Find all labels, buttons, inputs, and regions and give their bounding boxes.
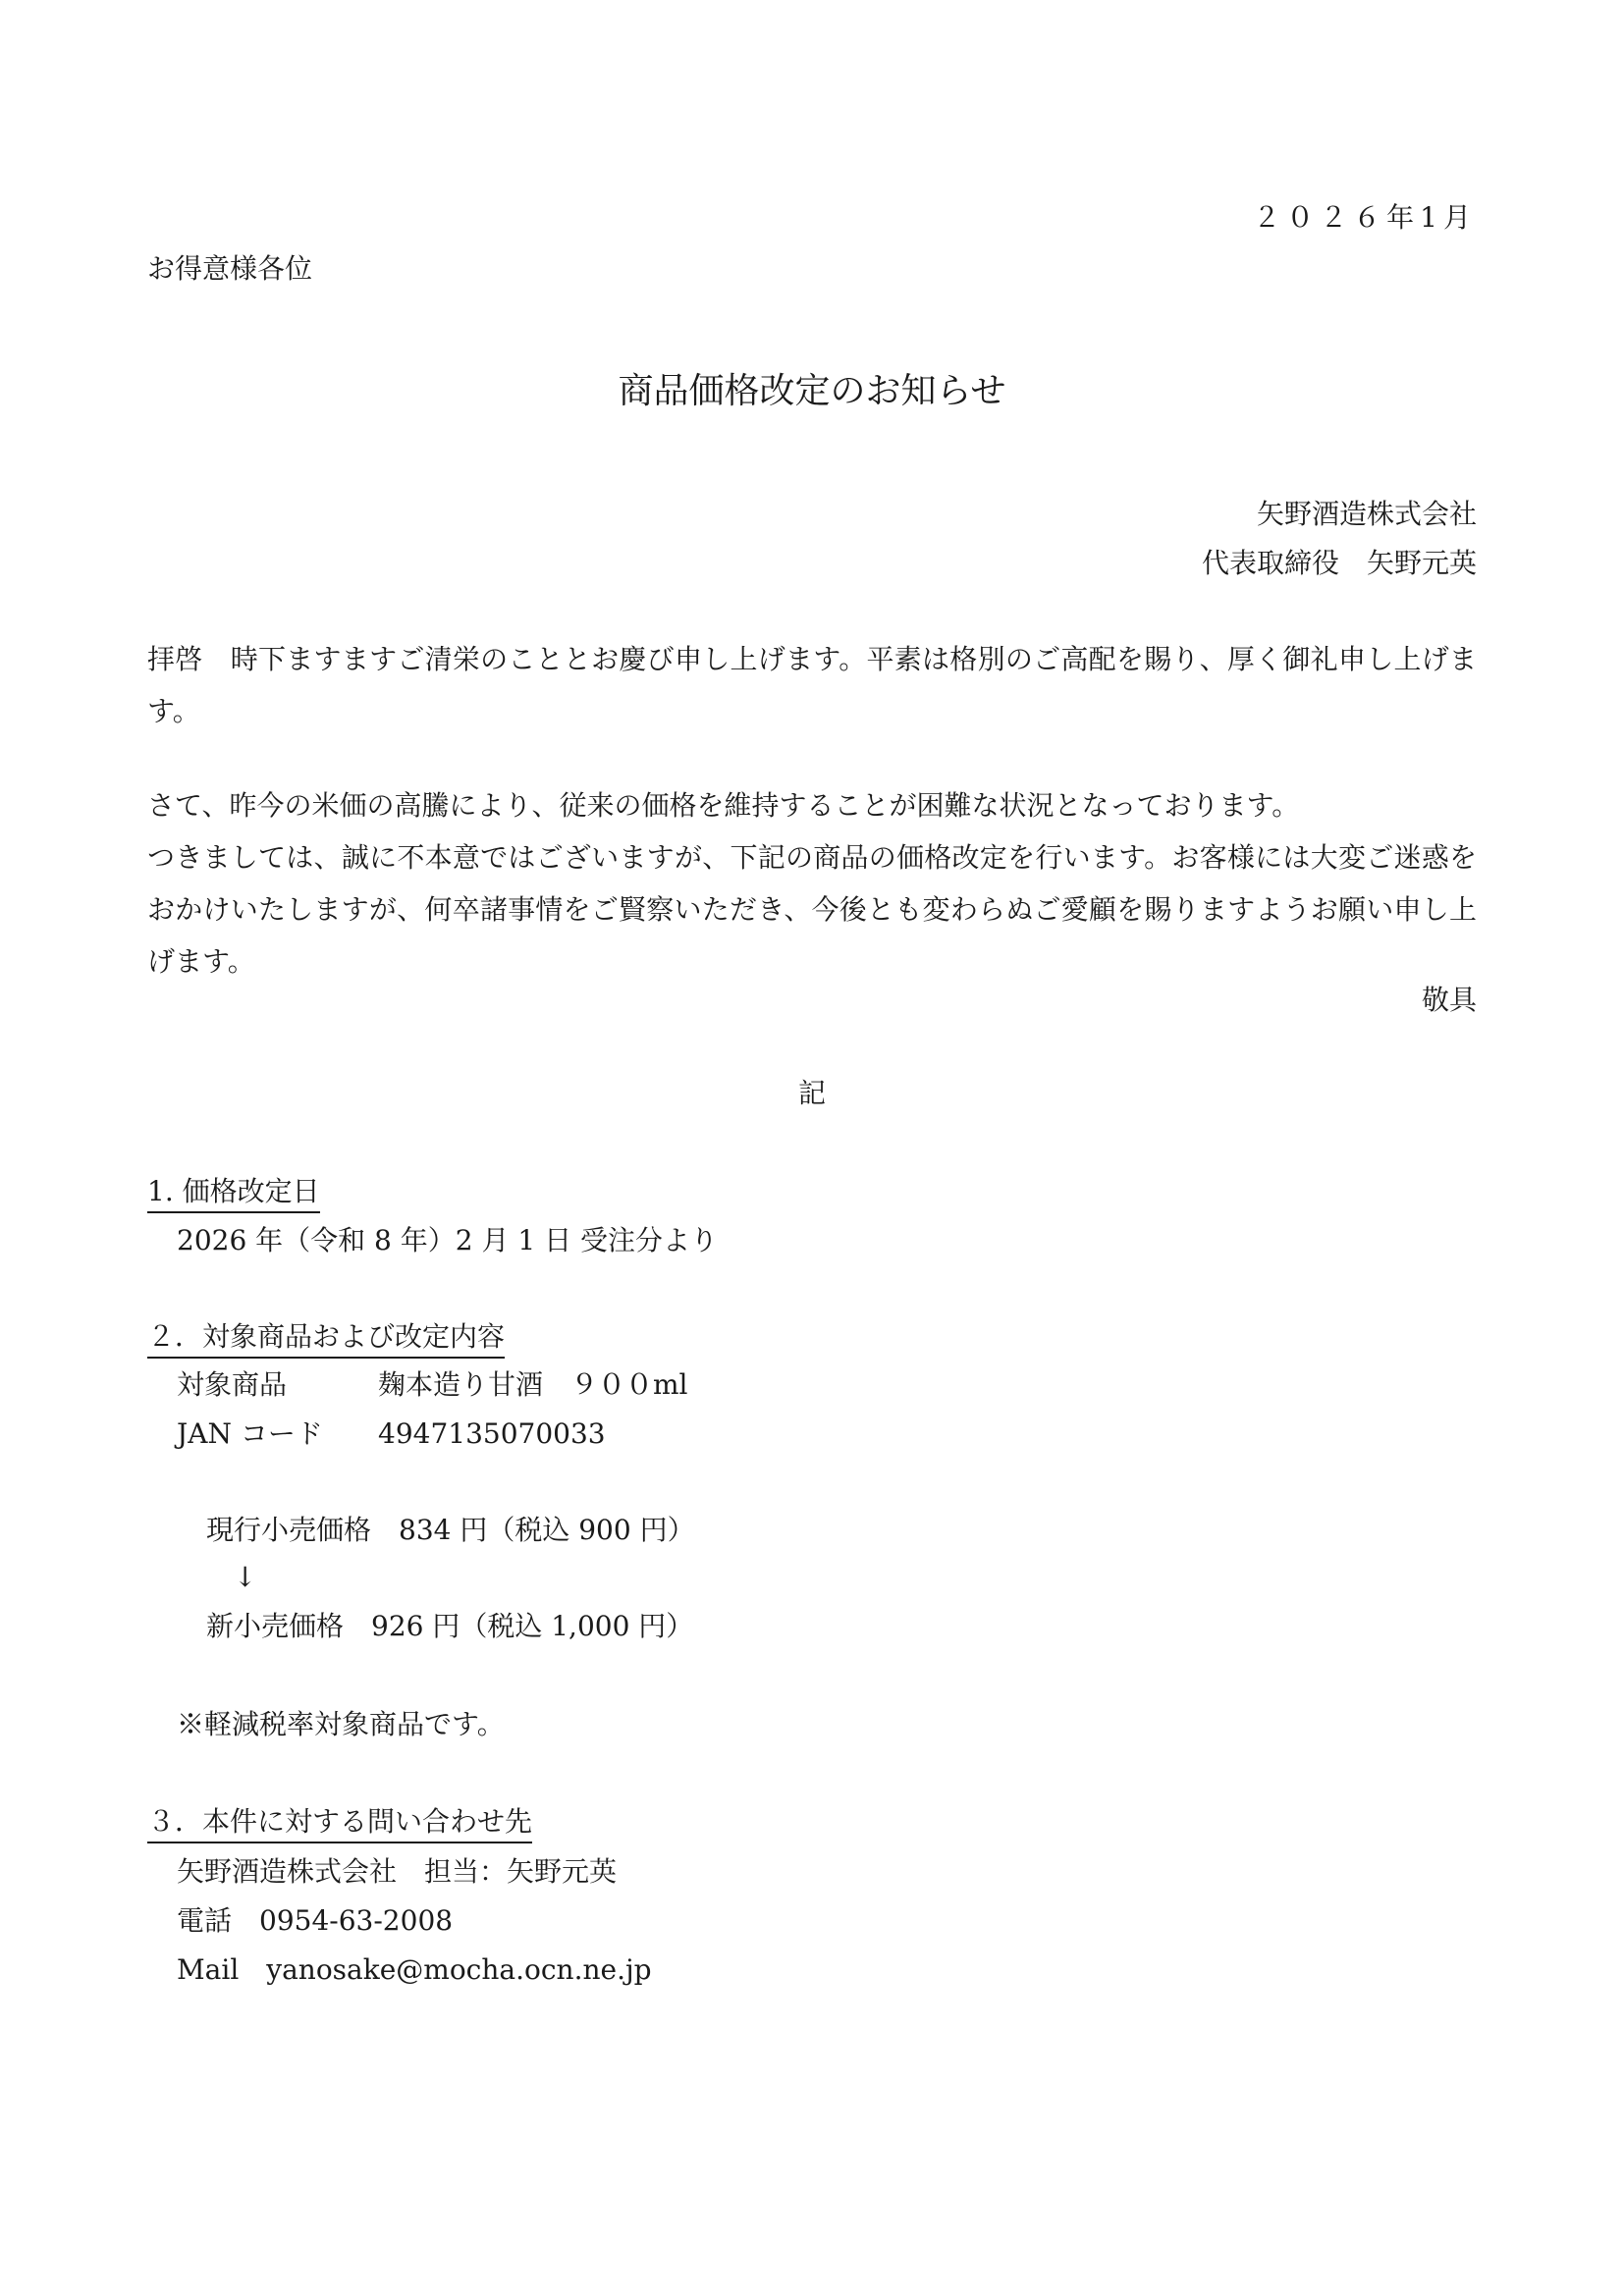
jan-label: JAN コード <box>177 1417 323 1450</box>
revision-date: 2026 年（令和 8 年）2 月 1 日 受注分より <box>177 1224 719 1256</box>
issue-date: ２０２６年1月 <box>1253 201 1477 234</box>
body-paragraph <box>147 779 1477 988</box>
section1-heading <box>147 1175 320 1207</box>
section3-heading-text: ３．本件に対する問い合わせ先 <box>147 1805 532 1843</box>
closing-keigu: 敬具 <box>1421 984 1477 1016</box>
tax-note: ※軽減税率対象商品です。 <box>177 1708 505 1740</box>
section1-heading-text: 1. 価格改定日 <box>147 1175 320 1213</box>
contact-mail: Mail yanosake@mocha.ocn.ne.jp <box>177 1953 652 1986</box>
sender-representative: 代表取締役 矢野元英 <box>1201 547 1477 579</box>
reason-text: さて、昨今の米価の高騰により、従来の価格を維持することが困難な状況となっております。 <box>147 789 1300 822</box>
down-arrow-icon: ↓ <box>234 1561 257 1593</box>
section2-heading <box>147 1320 506 1353</box>
sender-company: 矢野酒造株式会社 <box>1256 498 1477 530</box>
ki-heading: 記 <box>797 1077 826 1109</box>
contact-company: 矢野酒造株式会社 担当：矢野元英 <box>177 1855 618 1888</box>
recipient: お得意様各位 <box>147 252 313 285</box>
product-value: 麹本造り甘酒 ９００ml <box>378 1368 688 1401</box>
jan-value: 4947135070033 <box>378 1417 606 1450</box>
new-price: 新小売価格 926 円（税込 1,000 円） <box>206 1610 694 1642</box>
greeting-paragraph: 拝啓 時下ますますご清栄のこととお慶び申し上げます。平素は格別のご高配を賜り、厚く御礼申し上げます。 <box>147 643 1477 727</box>
document-title: 商品価格改定のお知らせ <box>618 371 1006 411</box>
section3-heading <box>147 1805 533 1838</box>
section2-heading-text: ２．対象商品および改定内容 <box>147 1320 505 1359</box>
request-text: つきましては、誠に不本意ではございますが、下記の商品の価格改定を行います。お客様には大変ご迷惑をおかけいたしますが、何卒諸事情をご賢察いただき、今後とも変わらぬご愛顧を賜りますようお願い申し上げます。 <box>147 841 1477 978</box>
contact-phone: 電話 0954-63-2008 <box>177 1904 454 1937</box>
current-price: 現行小売価格 834 円（税込 900 円） <box>206 1514 695 1546</box>
product-label: 対象商品 <box>177 1368 288 1401</box>
